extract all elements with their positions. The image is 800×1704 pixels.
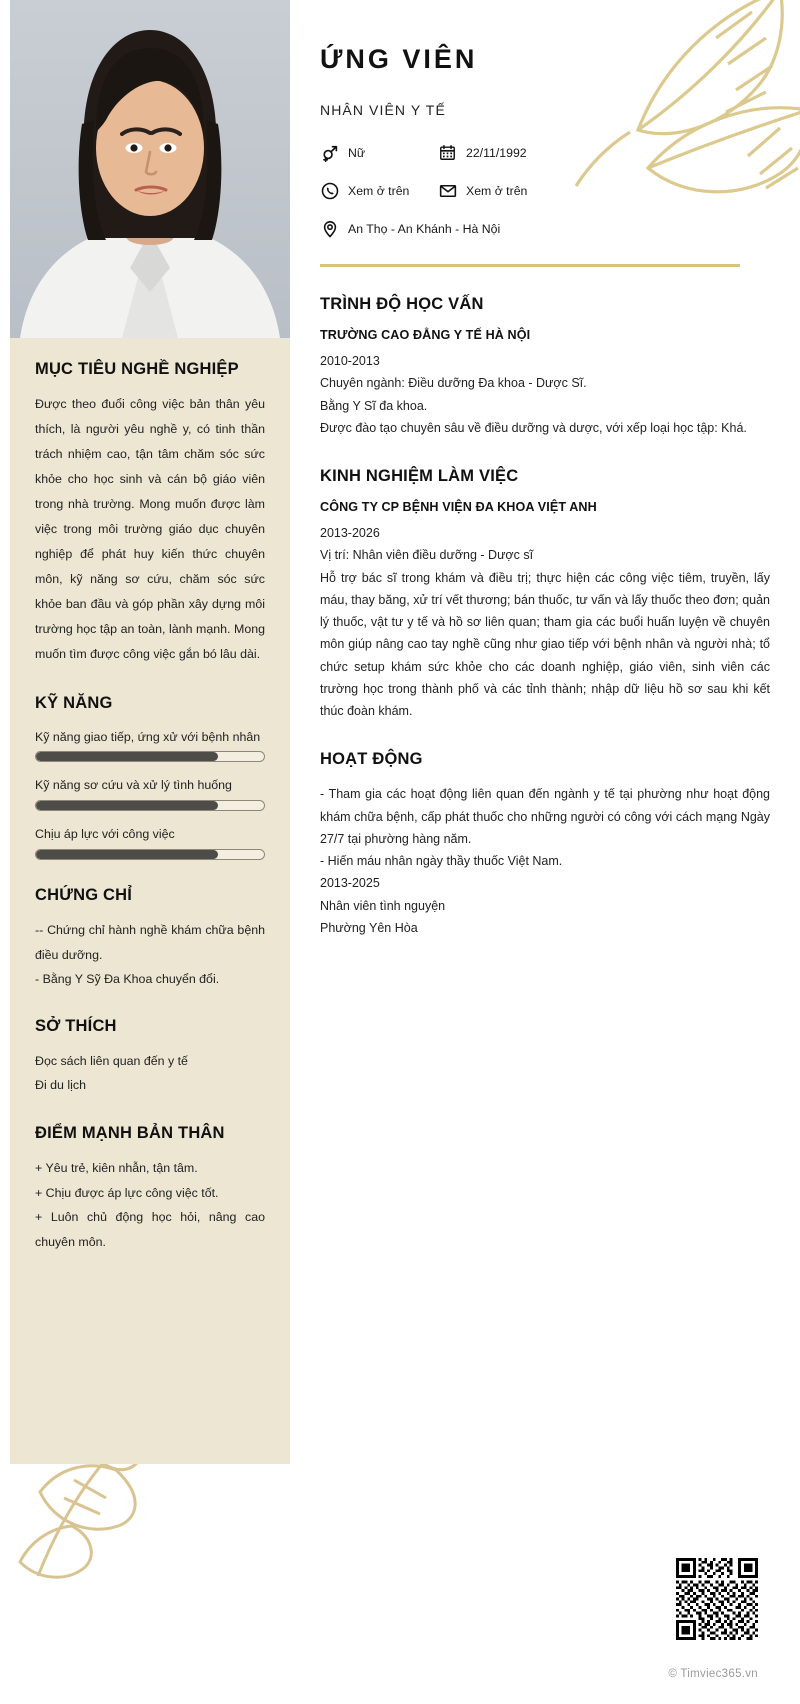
email-value: Xem ở trên bbox=[466, 183, 528, 198]
envelope-icon bbox=[438, 181, 457, 200]
strength-line: + Luôn chủ động học hỏi, nâng cao chuyên môn. bbox=[35, 1210, 265, 1249]
experience-title: KINH NGHIỆM LÀM VIỆC bbox=[320, 467, 519, 485]
certificate-line: -- Chứng chỉ hành nghề khám chữa bệnh điều dưỡng. bbox=[35, 923, 265, 962]
skill-item bbox=[35, 726, 265, 763]
activity-location: Phường Yên Hòa bbox=[320, 920, 418, 935]
skill-progress-fill bbox=[36, 752, 218, 761]
contact-gender bbox=[320, 143, 438, 162]
main-content bbox=[290, 0, 800, 939]
skill-item bbox=[35, 774, 265, 811]
qr-code[interactable] bbox=[676, 1558, 758, 1640]
section-objective bbox=[35, 360, 265, 668]
phone-value: Xem ở trên bbox=[348, 183, 410, 198]
contact-row bbox=[320, 219, 800, 238]
section-hobbies bbox=[35, 1017, 265, 1098]
section-skills bbox=[35, 694, 265, 861]
activities-title: HOẠT ĐỘNG bbox=[320, 750, 423, 769]
calendar-icon bbox=[438, 143, 457, 162]
activity-line: - Hiến máu nhân ngày thầy thuốc Việt Nam. bbox=[320, 854, 563, 868]
skill-progress-bar bbox=[35, 849, 265, 860]
address-value: An Thọ - An Khánh - Hà Nội bbox=[348, 221, 501, 236]
birthdate-value: 22/11/1992 bbox=[466, 145, 527, 160]
experience-company: CÔNG TY CP BỆNH VIỆN ĐA KHOA VIỆT ANH bbox=[320, 500, 597, 514]
section-strengths bbox=[35, 1124, 265, 1254]
experience-description: Hỗ trợ bác sĩ trong khám và điều trị; thực hiện các công việc tiêm, truyền, lấy máu, thay băng, xử trí vết thương; bán thuốc, tư vấn và lấy thuốc theo đơn; quản lý thuốc, vật tư y tế và hồ sơ liên quan; tham gia các buổi huấn luyện về chuyên môn giúp nâng cao tay nghề cũng như giao tiếp với bệnh nhân và người nhà; tổ chức setup khám sức khỏe cho các doanh nghiệp, giáo viên, sinh viên các trường học trong thành phố và các tỉnh thành; nhập dữ liệu hồ sơ sau khi kết thúc đoàn khám. bbox=[320, 570, 770, 718]
hobby-line: Đọc sách liên quan đến y tế bbox=[35, 1053, 188, 1068]
contact-row bbox=[320, 181, 800, 200]
objective-title: MỤC TIÊU NGHỀ NGHIỆP bbox=[35, 360, 239, 378]
skill-progress-bar bbox=[35, 800, 265, 811]
contact-info bbox=[320, 143, 800, 238]
section-certificates bbox=[35, 886, 265, 991]
contact-phone bbox=[320, 181, 438, 200]
education-major: Chuyên ngành: Điều dưỡng Đa khoa - Dược Sĩ. bbox=[320, 376, 587, 391]
page-title: ỨNG VIÊN bbox=[320, 44, 478, 74]
skills-title: KỸ NĂNG bbox=[35, 693, 113, 712]
gender-icon bbox=[320, 143, 339, 162]
education-school: TRƯỜNG CAO ĐẲNG Y TẾ HÀ NỘI bbox=[320, 328, 531, 342]
skill-progress-fill bbox=[36, 850, 218, 859]
strength-line: + Chịu được áp lực công việc tốt. bbox=[35, 1185, 219, 1200]
education-period: 2010-2013 bbox=[320, 354, 380, 368]
gender-value: Nữ bbox=[348, 145, 366, 160]
skill-progress-bar bbox=[35, 751, 265, 762]
contact-birthdate bbox=[438, 143, 527, 162]
location-pin-icon bbox=[320, 219, 339, 238]
education-degree: Bằng Y Sĩ đa khoa. bbox=[320, 398, 428, 413]
skill-progress-fill bbox=[36, 801, 218, 810]
skill-label: Kỹ năng sơ cứu và xử lý tình huống bbox=[35, 778, 232, 793]
certificates-title: CHỨNG CHỈ bbox=[35, 886, 133, 905]
objective-text: Được theo đuổi công việc bản thân yêu thích, là người yêu nghề y, có tinh thần trách nhiệm cao, tận tâm chăm sóc sức khỏe cho học sinh và cán bộ giáo viên trong nhà trường. Mong muốn được làm việc trong môi trường giáo dục chuyên nghiệp để phát huy kiến thức chuyên môn, kỹ năng sơ cứu, chăm sóc sức khỏe ban đầu và góp phần xây dựng môi trường học tập an toàn, lành mạnh. Mong muốn tìm được công việc gắn bó lâu dài. bbox=[35, 397, 265, 662]
sidebar bbox=[10, 0, 290, 1464]
contact-email bbox=[438, 181, 527, 200]
certificate-line: - Bằng Y Sỹ Đa Khoa chuyển đổi. bbox=[35, 971, 220, 986]
hobbies-title: SỞ THÍCH bbox=[35, 1016, 117, 1035]
job-title: NHÂN VIÊN Y TẾ bbox=[320, 102, 446, 118]
experience-period: 2013-2026 bbox=[320, 526, 380, 540]
contact-address bbox=[320, 219, 500, 238]
contact-row bbox=[320, 143, 800, 162]
skill-item bbox=[35, 823, 265, 860]
activity-period: 2013-2025 bbox=[320, 876, 380, 891]
activity-role: Nhân viên tình nguyện bbox=[320, 898, 446, 913]
education-note: Được đào tạo chuyên sâu về điều dưỡng và dược, với xếp loại học tập: Khá. bbox=[320, 420, 747, 435]
section-activities bbox=[320, 750, 800, 939]
footer-credit: © Timviec365.vn bbox=[668, 1668, 758, 1680]
phone-icon bbox=[320, 181, 339, 200]
strength-line: + Yêu trẻ, kiên nhẫn, tận tâm. bbox=[35, 1161, 198, 1176]
portrait-illustration bbox=[10, 0, 290, 338]
section-experience bbox=[320, 467, 800, 722]
skill-label: Kỹ năng giao tiếp, ứng xử với bệnh nhân bbox=[35, 729, 261, 744]
skill-label: Chịu áp lực với công việc bbox=[35, 827, 175, 842]
strengths-title: ĐIỂM MẠNH BẢN THÂN bbox=[35, 1124, 225, 1143]
candidate-photo bbox=[10, 0, 290, 338]
activity-paragraph: - Tham gia các hoạt động liên quan đến ngành y tế tại phường như hoạt động khám chữa bệnh, cấp phát thuốc cho những người có công với cách mạng Ngày 27/7 tại phường hàng năm. bbox=[320, 787, 770, 846]
hobby-line: Đi du lịch bbox=[35, 1078, 86, 1093]
education-title: TRÌNH ĐỘ HỌC VẤN bbox=[320, 295, 484, 313]
section-education bbox=[320, 295, 800, 439]
experience-position: Vị trí: Nhân viên điều dưỡng - Dược sĩ bbox=[320, 548, 534, 563]
divider-gold bbox=[320, 264, 740, 267]
